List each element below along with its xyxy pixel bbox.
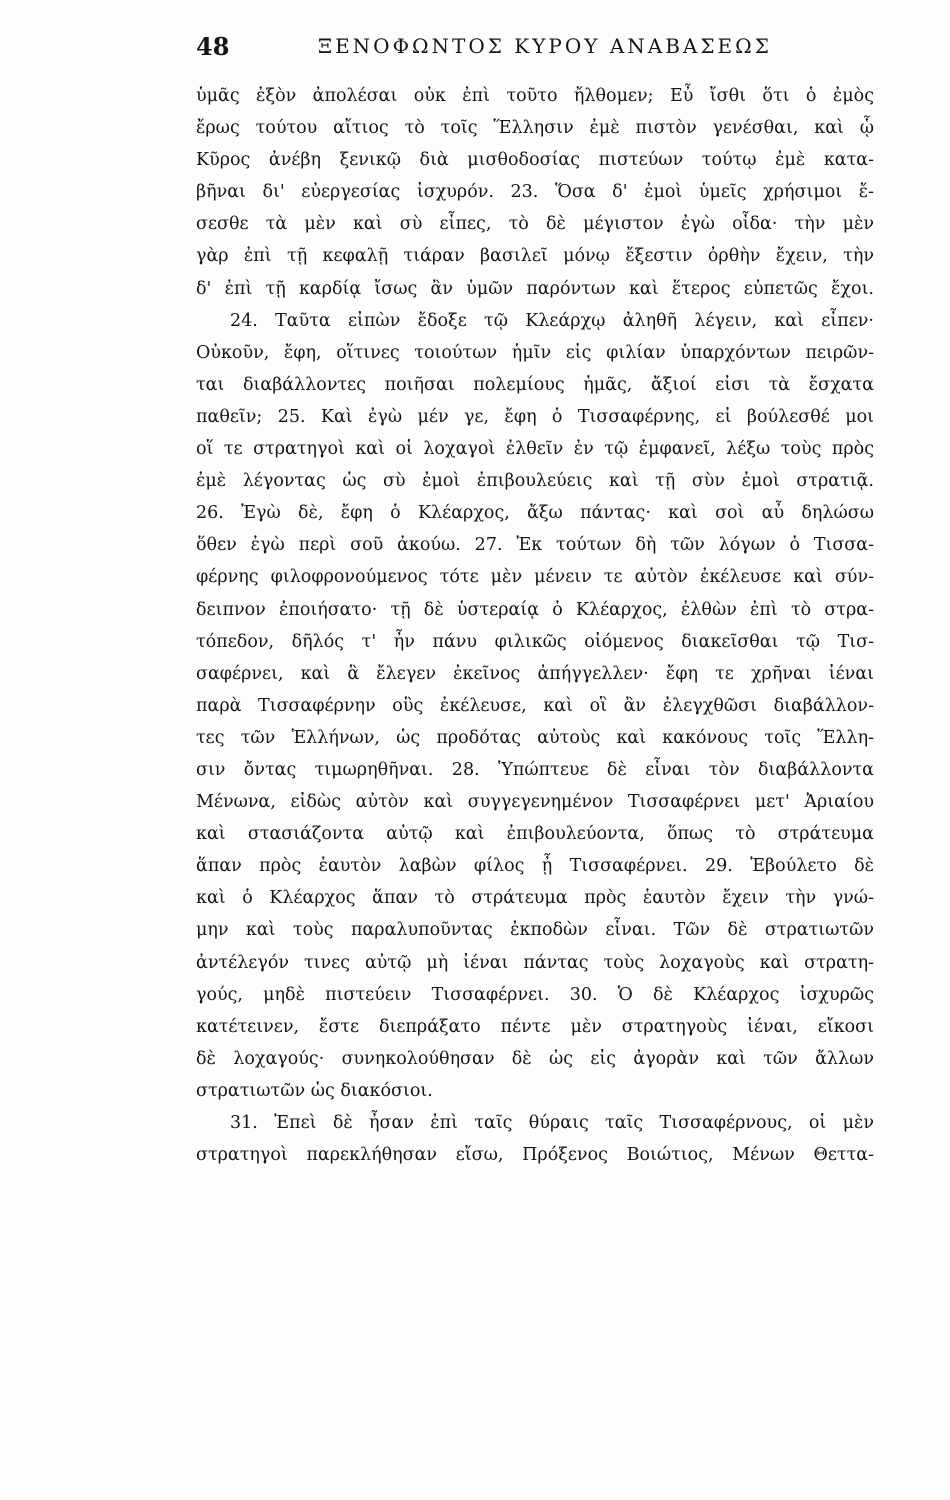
text-line: 31. Ἐπεὶ δὲ ἦσαν ἐπὶ ταῖς θύραις ταῖς Τισσαφέρνους, οἱ μὲν bbox=[230, 1113, 874, 1133]
text-line: καὶ στασιάζοντα αὐτῷ καὶ ἐπιβουλεύοντα, ὅπως τὸ στράτευμα bbox=[196, 824, 874, 845]
text-line: ἔρως τούτου αἴτιος τὸ τοῖς Ἕλλησιν ἐμὲ πιστὸν γενέσθαι, καὶ ᾧ bbox=[196, 118, 874, 139]
text-line: σιν ὄντας τιμωρηθῆναι. 28. Ὑπώπτευε δὲ εἶναι τὸν διαβάλλοντα bbox=[196, 759, 874, 780]
text-line: βῆναι δι' εὐεργεσίας ἰσχυρόν. 23. Ὅσα δ' ἐμοὶ ὑμεῖς χρήσιμοι ἔ- bbox=[196, 182, 874, 203]
text-line: γούς, μηδὲ πιστεύειν Τισσαφέρνει. 30. Ὁ δὲ Κλέαρχος ἰσχυρῶς bbox=[196, 984, 874, 1005]
running-title: ΞΕΝΟΦΩΝΤΟΣ ΚΥΡΟΥ ΑΝΑΒΑΣΕΩΣ bbox=[318, 34, 772, 58]
text-line: ὑμᾶς ἐξὸν ἀπολέσαι οὐκ ἐπὶ τοῦτο ἤλθομεν; Εὖ ἴσθι ὅτι ὁ ἐμὸς bbox=[196, 86, 874, 106]
text-line: Μένωνα, εἰδὼς αὐτὸν καὶ συγγεγενημένον Τισσαφέρνει μετ' Ἀριαίου bbox=[196, 792, 874, 813]
text-line: στρατιωτῶν ὡς διακόσιοι. bbox=[196, 1080, 433, 1101]
text-line: δ' ἐπὶ τῇ καρδίᾳ ἴσως ἂν ὑμῶν παρόντων καὶ ἕτερος εὐπετῶς ἔχοι. bbox=[196, 278, 874, 299]
text-line: καὶ ὁ Κλέαρχος ἅπαν τὸ στράτευμα πρὸς ἑαυτὸν ἔχειν τὴν γνώ- bbox=[196, 888, 874, 909]
text-line: τόπεδον, δῆλός τ' ἦν πάνυ φιλικῶς οἰόμενος διακεῖσθαι τῷ Τισ- bbox=[196, 631, 874, 652]
text-line: παθεῖν; 25. Καὶ ἐγὼ μέν γε, ἔφη ὁ Τισσαφέρνης, εἰ βούλεσθέ μοι bbox=[196, 406, 874, 427]
text-line: παρὰ Τισσαφέρνην οὓς ἐκέλευσε, καὶ οἳ ἂν ἐλεγχθῶσι διαβάλλον- bbox=[196, 695, 874, 716]
text-line: ὅθεν ἐγὼ περὶ σοῦ ἀκούω. 27. Ἐκ τούτων δὴ τῶν λόγων ὁ Τισσα- bbox=[196, 535, 874, 556]
text-line: 24. Ταῦτα εἰπὼν ἔδοξε τῷ Κλεάρχῳ ἀληθῆ λέγειν, καὶ εἶπεν· bbox=[230, 310, 874, 331]
text-line: γὰρ ἐπὶ τῇ κεφαλῇ τιάραν βασιλεῖ μόνῳ ἔξεστιν ὀρθὴν ἔχειν, τὴν bbox=[196, 246, 874, 267]
text-line: μην καὶ τοὺς παραλυποῦντας ἐκποδὼν εἶναι. Τῶν δὲ στρατιωτῶν bbox=[196, 920, 874, 941]
text-line: στρατηγοὶ παρεκλήθησαν εἴσω, Πρόξενος Βοιώτιος, Μένων Θεττα- bbox=[196, 1145, 874, 1166]
text-line: ἀντέλεγόν τινες αὐτῷ μὴ ἰέναι πάντας τοὺς λοχαγοὺς καὶ στρατη- bbox=[196, 952, 874, 973]
text-line: ἅπαν πρὸς ἑαυτὸν λαβὼν φίλος ᾖ Τισσαφέρνει. 29. Ἐβούλετο δὲ bbox=[196, 856, 874, 877]
text-line: Κῦρος ἀνέβη ξενικῷ διὰ μισθοδοσίας πιστεύων τούτῳ ἐμὲ κατα- bbox=[196, 150, 874, 171]
text-line: Οὐκοῦν, ἔφη, οἵτινες τοιούτων ἡμῖν εἰς φιλίαν ὑπαρχόντων πειρῶν- bbox=[196, 342, 874, 363]
text-line: φέρνης φιλοφρονούμενος τότε μὲν μένειν τε αὐτὸν ἐκέλευσε καὶ σύν- bbox=[196, 567, 874, 588]
text-line: κατέτεινεν, ἔστε διεπράξατο πέντε μὲν στρατηγοὺς ἰέναι, εἴκοσι bbox=[196, 1016, 874, 1037]
text-line: ται διαβάλλοντες ποιῆσαι πολεμίους ἡμᾶς, ἄξιοί εἰσι τὰ ἔσχατα bbox=[196, 374, 874, 395]
text-line: οἵ τε στρατηγοὶ καὶ οἱ λοχαγοὶ ἐλθεῖν ἐν τῷ ἐμφανεῖ, λέξω τοὺς πρὸς bbox=[196, 439, 874, 460]
text-line: δὲ λοχαγούς· συνηκολούθησαν δὲ ὡς εἰς ἀγορὰν καὶ τῶν ἄλλων bbox=[196, 1048, 874, 1069]
body-text bbox=[196, 80, 874, 1171]
text-line: ἐμὲ λέγοντας ὡς σὺ ἐμοὶ ἐπιβουλεύεις καὶ τῇ σὺν ἐμοὶ στρατιᾷ. bbox=[196, 471, 874, 492]
text-line: τες τῶν Ἑλλήνων, ὡς προδότας αὐτοὺς καὶ κακόνους τοῖς Ἕλλη- bbox=[196, 727, 874, 748]
text-line: σαφέρνει, καὶ ἃ ἔλεγεν ἐκεῖνος ἀπήγγελλεν· ἔφη τε χρῆναι ἰέναι bbox=[196, 663, 874, 684]
text-line: σεσθε τὰ μὲν καὶ σὺ εἶπες, τὸ δὲ μέγιστον ἐγὼ οἶδα· τὴν μὲν bbox=[196, 214, 874, 235]
text-line: 26. Ἐγὼ δὲ, ἔφη ὁ Κλέαρχος, ἄξω πάντας· καὶ σοὶ αὖ δηλώσω bbox=[196, 503, 874, 524]
text-line: δειπνον ἐποιήσατο· τῇ δὲ ὑστεραίᾳ ὁ Κλέαρχος, ἐλθὼν ἐπὶ τὸ στρα- bbox=[196, 599, 874, 620]
page-number: 48 bbox=[196, 32, 230, 61]
